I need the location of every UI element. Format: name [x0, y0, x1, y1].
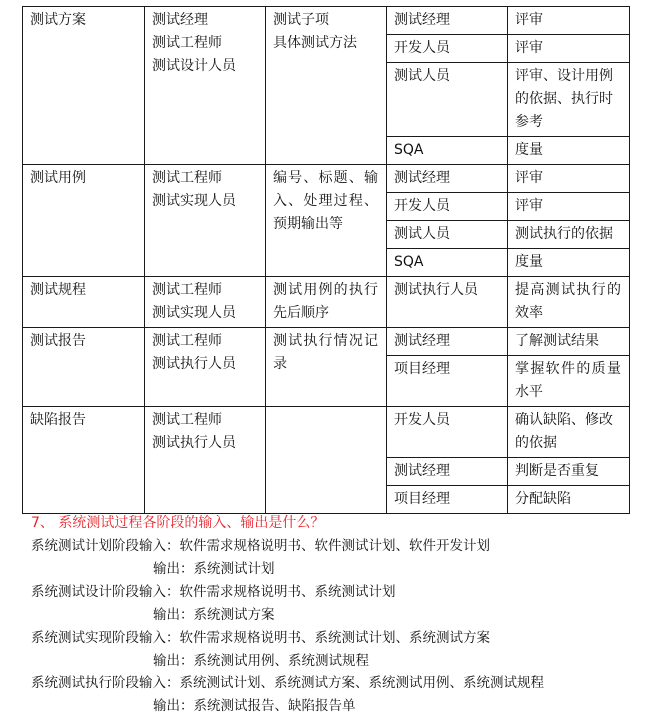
output-label: 输出： — [153, 698, 194, 715]
phase-input-line — [31, 627, 544, 650]
artifact-cell: 测试用例 — [23, 165, 145, 277]
artifact-cell: 测试报告 — [23, 328, 145, 407]
usage-purpose-cell: 评审、设计用例的依据、执行时参考 — [508, 63, 630, 137]
usage-role-cell: 测试经理 — [387, 165, 508, 193]
author-name: 测试工程师 — [152, 333, 222, 349]
usage-purpose-cell: 分配缺陷 — [508, 486, 630, 514]
usage-purpose-cell: 判断是否重复 — [508, 458, 630, 486]
input-value: 软件需求规格说明书、系统测试计划 — [179, 583, 396, 600]
authors-cell — [145, 277, 266, 328]
usage-role-cell: 测试人员 — [387, 63, 508, 137]
content-cell: 测试用例的执行先后顺序 — [266, 277, 387, 328]
question-heading: 7、 系统测试过程各阶段的输入、输出是什么？ — [31, 515, 325, 531]
input-value: 软件需求规格说明书、软件测试计划、软件开发计划 — [179, 538, 490, 554]
phase-output-line — [31, 695, 544, 718]
usage-role-cell: 开发人员 — [387, 193, 508, 221]
usage-purpose-cell: 了解测试结果 — [508, 328, 630, 356]
usage-purpose-cell: 掌握软件的质量水平 — [508, 356, 630, 407]
usage-purpose-cell: 度量 — [508, 137, 630, 165]
artifact-cell: 测试方案 — [23, 7, 145, 165]
phase-input-line — [31, 672, 544, 695]
author-name: 测试工程师 — [152, 35, 222, 51]
authors-cell — [145, 328, 266, 407]
input-label: 系统测试执行阶段输入： — [31, 675, 180, 692]
author-name: 测试实现人员 — [152, 193, 236, 209]
output-value: 系统测试方案 — [193, 606, 275, 623]
usage-role-cell: 测试经理 — [387, 458, 508, 486]
usage-purpose-cell: 评审 — [508, 193, 630, 221]
output-value: 系统测试报告、缺陷报告单 — [193, 698, 356, 715]
phase-output-line — [31, 604, 544, 627]
output-value: 系统测试计划 — [193, 560, 275, 577]
output-label: 输出： — [153, 652, 194, 669]
usage-purpose-cell: 评审 — [508, 165, 630, 193]
author-name: 测试工程师 — [152, 282, 222, 298]
author-name: 测试经理 — [152, 12, 208, 28]
usage-role-cell: 项目经理 — [387, 486, 508, 514]
artifact-cell: 缺陷报告 — [23, 407, 145, 514]
deliverables-table — [22, 6, 630, 514]
usage-purpose-cell: 评审 — [508, 7, 630, 35]
content-line: 具体测试方法 — [273, 35, 357, 51]
content-cell: 编号、标题、输入、处理过程、预期输出等 — [266, 165, 387, 277]
usage-purpose-cell: 测试执行的依据 — [508, 221, 630, 249]
content-cell — [266, 407, 387, 514]
authors-cell — [145, 7, 266, 165]
table-row — [23, 165, 630, 193]
usage-role-cell: 测试人员 — [387, 221, 508, 249]
usage-role-cell: 开发人员 — [387, 35, 508, 63]
usage-role-cell: SQA — [387, 249, 508, 277]
authors-cell — [145, 407, 266, 514]
phase-output-line — [31, 650, 544, 673]
input-label: 系统测试实现阶段输入： — [31, 629, 180, 646]
usage-purpose-cell: 评审 — [508, 35, 630, 63]
usage-purpose-cell: 确认缺陷、修改的依据 — [508, 407, 630, 458]
author-name: 测试执行人员 — [152, 356, 236, 372]
usage-purpose-cell: 提高测试执行的效率 — [508, 277, 630, 328]
usage-role-cell: 开发人员 — [387, 407, 508, 458]
input-value: 软件需求规格说明书、系统测试计划、系统测试方案 — [179, 629, 490, 646]
usage-role-cell: 测试经理 — [387, 7, 508, 35]
author-name: 测试设计人员 — [152, 58, 236, 74]
author-name: 测试实现人员 — [152, 305, 236, 321]
output-label: 输出： — [153, 560, 194, 577]
phase-input-line — [31, 535, 544, 558]
author-name: 测试工程师 — [152, 412, 222, 428]
usage-role-cell: 测试执行人员 — [387, 277, 508, 328]
authors-cell — [145, 165, 266, 277]
content-cell: 测试执行情况记录 — [266, 328, 387, 407]
content-line: 测试子项 — [273, 12, 329, 28]
phase-input-line — [31, 581, 544, 604]
input-value: 系统测试计划、系统测试方案、系统测试用例、系统测试规程 — [179, 675, 544, 692]
output-value: 系统测试用例、系统测试规程 — [193, 652, 369, 669]
table-row — [23, 328, 630, 356]
phase-output-line — [31, 558, 544, 581]
usage-role-cell: 项目经理 — [387, 356, 508, 407]
author-name: 测试工程师 — [152, 170, 222, 186]
table-row — [23, 407, 630, 458]
usage-role-cell: 测试经理 — [387, 328, 508, 356]
usage-role-cell: SQA — [387, 137, 508, 165]
artifact-cell: 测试规程 — [23, 277, 145, 328]
content-cell — [266, 7, 387, 165]
author-name: 测试执行人员 — [152, 435, 236, 451]
output-label: 输出： — [153, 606, 194, 623]
table-row — [23, 7, 630, 35]
answers-block — [31, 535, 544, 718]
usage-purpose-cell: 度量 — [508, 249, 630, 277]
table-row — [23, 277, 630, 328]
input-label: 系统测试设计阶段输入： — [31, 583, 180, 600]
input-label: 系统测试计划阶段输入： — [31, 538, 180, 554]
